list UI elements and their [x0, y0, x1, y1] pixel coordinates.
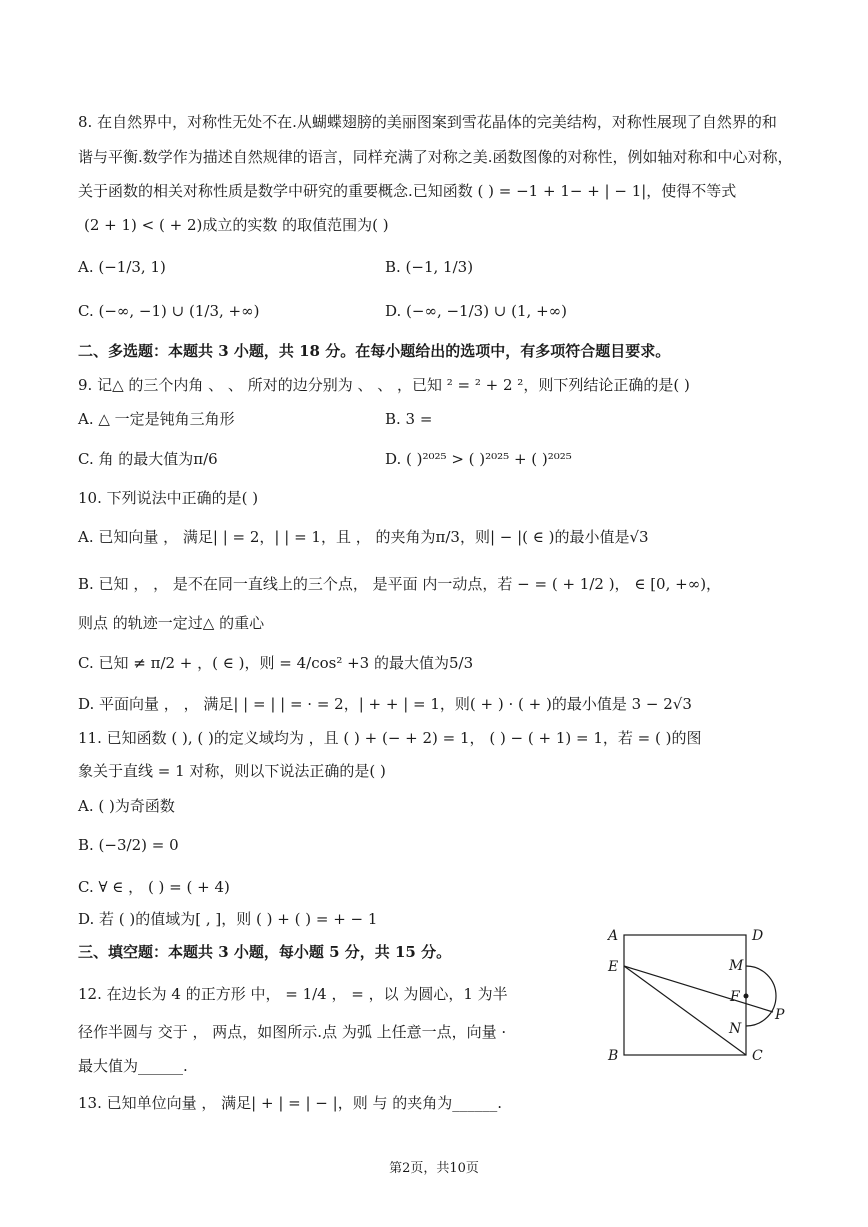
q8-line-3: 关于函数的相关对称性质是数学中研究的重要概念.已知函数 ( ) = −1 + 1− + | − 1|，使得不等式 [78, 182, 737, 200]
label-e: E [608, 959, 619, 975]
segment-ep [624, 966, 773, 1012]
label-m: M [729, 958, 744, 974]
center-point-f [744, 994, 749, 999]
q8-option-b: B. (−1, 1/3) [385, 258, 474, 276]
square-abcd [624, 935, 746, 1055]
label-f: F [730, 989, 740, 1005]
q11-option-d: D. 若 ( )的值域为[ , ]，则 ( ) + ( ) = + − 1 [78, 910, 378, 928]
q8-option-d: D. (−∞, −1/3) ∪ (1, +∞) [385, 302, 567, 320]
q11-option-a: A. ( )为奇函数 [78, 797, 175, 815]
q8-line-1: 8. 在自然界中，对称性无处不在.从蝴蝶翅膀的美丽图案到雪花晶体的完美结构，对称性展现了自然界的和 [78, 113, 777, 131]
section-heading-multiple-choice: 二、多选题：本题共 3 小题，共 18 分。在每小题给出的选项中，有多项符合题目要求。 [78, 342, 671, 360]
q10-option-b-line-2: 则点 的轨迹一定过△ 的重心 [78, 614, 265, 632]
q11-line-2: 象关于直线 = 1 对称，则以下说法正确的是( ) [78, 762, 386, 780]
q8-option-a: A. (−1/3, 1) [78, 258, 166, 276]
q10-option-b-line-1: B. 已知 ， ， 是不在同一直线上的三个点， 是平面 内一动点，若 − = ( + 1/2 )， ∈ [0, +∞)， [78, 575, 722, 593]
q9-option-a: A. △ 一定是钝角三角形 [78, 410, 235, 428]
segment-ec [624, 966, 746, 1055]
q11-option-c: C. ∀ ∈ ， ( ) = ( + 4) [78, 878, 230, 896]
q8-option-c: C. (−∞, −1) ∪ (1/3, +∞) [78, 302, 260, 320]
q9-option-d: D. ( )²⁰²⁵ > ( )²⁰²⁵ + ( )²⁰²⁵ [385, 450, 572, 468]
label-n: N [729, 1021, 742, 1037]
page-footer: 第2页，共10页 [389, 1161, 479, 1176]
q12-line-1: 12. 在边长为 4 的正方形 中， = 1/4 ， = ，以 为圆心，1 为半 [78, 985, 508, 1003]
q10-option-c: C. 已知 ≠ π/2 + ，( ∈ )，则 = 4/cos² +3 的最大值为5/3 [78, 654, 474, 672]
label-a: A [608, 928, 619, 944]
q12-line-3: 最大值为______. [78, 1057, 188, 1075]
semicircle-arc [746, 966, 776, 1026]
q13-stem: 13. 已知单位向量 ， 满足| + | = | − |，则 与 的夹角为______. [78, 1094, 502, 1112]
label-b: B [608, 1048, 619, 1064]
q12-line-2: 径作半圆与 交于 ， 两点，如图所示.点 为弧 上任意一点，向量 · [78, 1023, 507, 1041]
q11-line-1: 11. 已知函数 ( ), ( )的定义域均为 ，且 ( ) + (− + 2) = 1， ( ) − ( + 1) = 1，若 = ( )的图 [78, 729, 702, 747]
q10-option-a: A. 已知向量 ， 满足| | = 2，| | = 1，且 ， 的夹角为π/3，则| − |( ∈ )的最小值是√3 [78, 528, 649, 546]
square-semicircle-figure [602, 922, 802, 1072]
label-p: P [775, 1007, 785, 1023]
q9-option-c: C. 角 的最大值为π/6 [78, 450, 218, 468]
label-d: D [752, 928, 764, 944]
q9-option-b: B. 3 = [385, 410, 433, 428]
q10-option-d: D. 平面向量 ， ， 满足| | = | | = · = 2，| + + | = 1，则( + ) · ( + )的最小值是 3 − 2√3 [78, 695, 692, 713]
label-c: C [752, 1048, 763, 1064]
section-heading-fill-in: 三、填空题：本题共 3 小题，每小题 5 分，共 15 分。 [78, 943, 452, 961]
q10-stem: 10. 下列说法中正确的是( ) [78, 489, 259, 507]
q9-stem: 9. 记△ 的三个内角 、 、 所对的边分别为 、 、 ，已知 ² = ² + 2 ²，则下列结论正确的是( ) [78, 376, 690, 394]
q8-line-2: 谐与平衡.数学作为描述自然规律的语言，同样充满了对称之美.函数图像的对称性，例如轴对称和中心对称， [78, 148, 793, 166]
q8-line-4: (2 + 1) < ( + 2)成立的实数 的取值范围为( ) [84, 216, 389, 234]
q11-option-b: B. (−3/2) = 0 [78, 836, 179, 854]
